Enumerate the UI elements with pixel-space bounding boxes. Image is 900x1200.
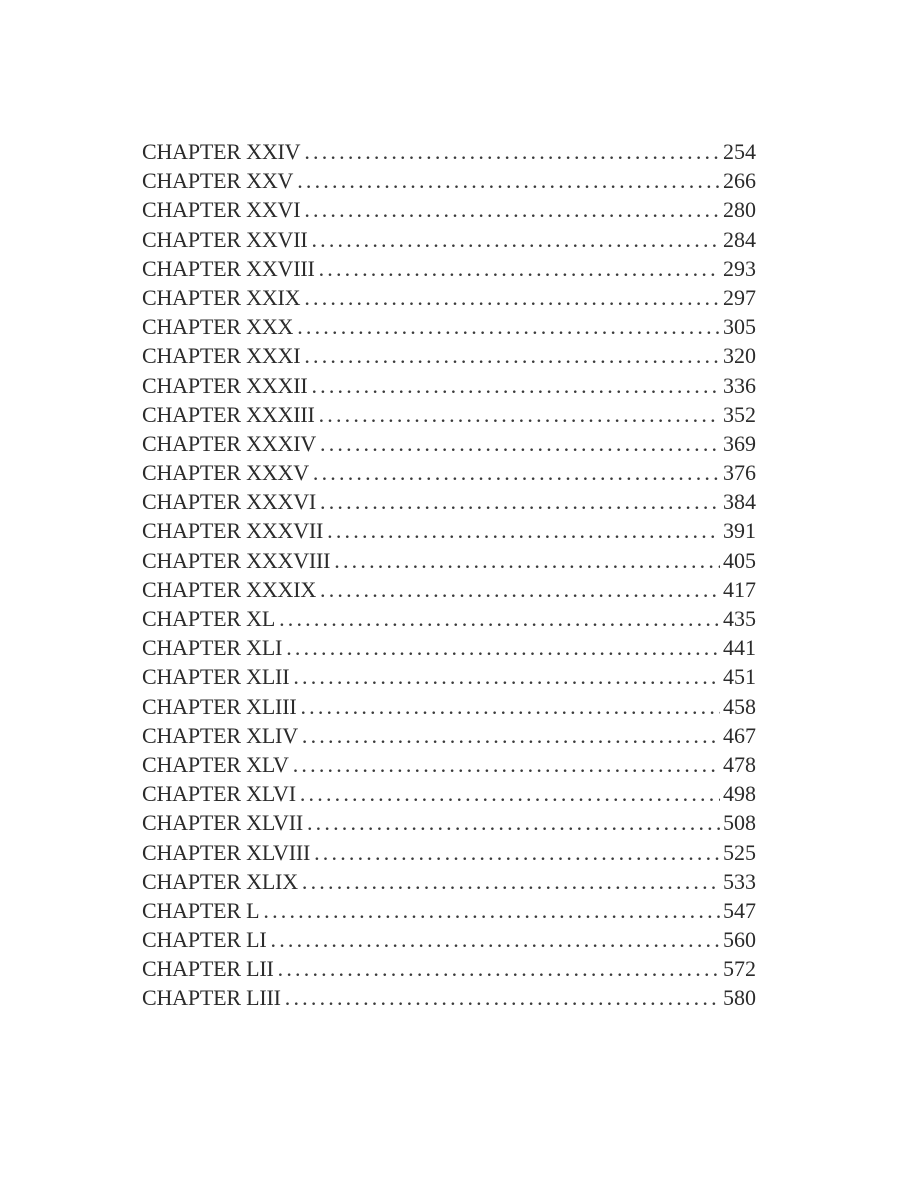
toc-entry-title: CHAPTER XLI	[142, 635, 283, 661]
toc-entry	[142, 577, 756, 606]
toc-entry-title: CHAPTER XXX	[142, 314, 294, 340]
toc-dot-leader	[311, 227, 720, 253]
toc-dot-leader	[314, 840, 720, 866]
toc-entry	[142, 343, 756, 372]
toc-dot-leader	[304, 343, 720, 369]
toc-dot-leader	[313, 460, 720, 486]
toc-entry-page-number: 284	[723, 226, 756, 252]
toc-entry	[142, 810, 756, 839]
toc-dot-leader	[293, 664, 720, 690]
toc-entry-page-number: 384	[723, 489, 756, 515]
toc-dot-leader	[300, 781, 720, 807]
toc-entry	[142, 664, 756, 693]
toc-entry-page-number: 405	[723, 547, 756, 573]
toc-entry-title: CHAPTER XLIV	[142, 722, 298, 748]
toc-entry-title: CHAPTER XXXVII	[142, 518, 324, 544]
toc-entry-page-number: 305	[723, 314, 756, 340]
toc-entry-title: CHAPTER XLVII	[142, 810, 303, 836]
toc-entry-page-number: 417	[723, 576, 756, 602]
toc-entry-title: CHAPTER XXXVI	[142, 489, 317, 515]
toc-entry-title: CHAPTER XLV	[142, 751, 289, 777]
toc-entry	[142, 168, 756, 197]
toc-dot-leader	[271, 927, 720, 953]
toc-entry-page-number: 352	[723, 401, 756, 427]
toc-entry	[142, 285, 756, 314]
toc-dot-leader	[300, 694, 720, 720]
toc-entry	[142, 548, 756, 577]
toc-entry	[142, 314, 756, 343]
toc-dot-leader	[311, 373, 720, 399]
toc-entry	[142, 869, 756, 898]
toc-entry-title: CHAPTER XXVII	[142, 226, 308, 252]
toc-dot-leader	[302, 869, 720, 895]
toc-entry-page-number: 376	[723, 460, 756, 486]
toc-entry-page-number: 525	[723, 839, 756, 865]
toc-entry-page-number: 280	[723, 197, 756, 223]
toc-entry-page-number: 369	[723, 430, 756, 456]
toc-dot-leader	[297, 168, 720, 194]
toc-entry	[142, 256, 756, 285]
table-of-contents	[142, 139, 756, 1015]
toc-dot-leader	[297, 314, 720, 340]
toc-dot-leader	[263, 898, 720, 924]
toc-entry	[142, 197, 756, 226]
toc-entry-page-number: 391	[723, 518, 756, 544]
toc-entry-title: CHAPTER XXIV	[142, 139, 301, 164]
toc-entry-title: CHAPTER XXVI	[142, 197, 301, 223]
toc-dot-leader	[285, 985, 720, 1011]
toc-entry-page-number: 547	[723, 897, 756, 923]
toc-entry-title: CHAPTER LII	[142, 956, 274, 982]
toc-entry	[142, 635, 756, 664]
toc-entry	[142, 985, 756, 1014]
toc-dot-leader	[286, 635, 720, 661]
toc-entry	[142, 460, 756, 489]
toc-entry-title: CHAPTER XXXVIII	[142, 547, 331, 573]
toc-entry-title: CHAPTER LIII	[142, 985, 281, 1011]
toc-entry-title: CHAPTER XXXIV	[142, 430, 317, 456]
toc-entry-title: CHAPTER XLIX	[142, 868, 298, 894]
toc-dot-leader	[302, 723, 720, 749]
toc-entry-page-number: 508	[723, 810, 756, 836]
toc-entry	[142, 489, 756, 518]
toc-entry	[142, 781, 756, 810]
toc-entry-page-number: 467	[723, 722, 756, 748]
toc-entry-page-number: 533	[723, 868, 756, 894]
toc-entry	[142, 431, 756, 460]
toc-entry-title: CHAPTER XXXI	[142, 343, 301, 369]
toc-entry	[142, 752, 756, 781]
toc-entry-page-number: 435	[723, 606, 756, 631]
toc-entry-title: CHAPTER L	[142, 897, 260, 923]
toc-entry-title: CHAPTER XXVIII	[142, 255, 315, 281]
toc-entry	[142, 927, 756, 956]
toc-dot-leader	[293, 752, 720, 778]
toc-entry-page-number: 293	[723, 255, 756, 281]
toc-entry-page-number: 498	[723, 781, 756, 807]
toc-entry-page-number: 266	[723, 168, 756, 194]
toc-entry-page-number: 441	[723, 635, 756, 661]
toc-entry-page-number: 451	[723, 664, 756, 690]
toc-entry-title: CHAPTER XXXII	[142, 372, 308, 398]
toc-entry	[142, 898, 756, 927]
toc-entry	[142, 373, 756, 402]
toc-entry-title: CHAPTER XLIII	[142, 693, 297, 719]
toc-dot-leader	[319, 256, 720, 282]
toc-entry-title: CHAPTER XLVIII	[142, 839, 311, 865]
toc-dot-leader	[327, 518, 720, 544]
toc-entry	[142, 139, 756, 168]
toc-entry	[142, 694, 756, 723]
toc-dot-leader	[320, 431, 720, 457]
toc-entry-page-number: 478	[723, 751, 756, 777]
toc-entry	[142, 956, 756, 985]
toc-entry	[142, 402, 756, 431]
toc-entry-page-number: 572	[723, 956, 756, 982]
toc-entry-title: CHAPTER XL	[142, 606, 276, 631]
toc-dot-leader	[334, 548, 720, 574]
toc-entry-page-number: 458	[723, 693, 756, 719]
toc-entry-title: CHAPTER XXXIII	[142, 401, 315, 427]
toc-dot-leader	[304, 139, 720, 165]
toc-dot-leader	[320, 489, 720, 515]
toc-entry	[142, 606, 756, 635]
toc-dot-leader	[320, 577, 720, 603]
toc-entry	[142, 227, 756, 256]
toc-entry-title: CHAPTER XLVI	[142, 781, 296, 807]
toc-dot-leader	[319, 402, 720, 428]
toc-entry-page-number: 580	[723, 985, 756, 1011]
toc-dot-leader	[304, 197, 720, 223]
toc-entry-page-number: 560	[723, 927, 756, 953]
toc-entry	[142, 518, 756, 547]
toc-dot-leader	[304, 285, 720, 311]
toc-entry-title: CHAPTER XXXV	[142, 460, 309, 486]
toc-entry-title: CHAPTER XXIX	[142, 284, 301, 310]
toc-dot-leader	[279, 606, 720, 632]
toc-entry-title: CHAPTER XXXIX	[142, 576, 317, 602]
toc-entry-page-number: 254	[723, 139, 756, 164]
toc-dot-leader	[278, 956, 720, 982]
toc-entry-title: CHAPTER LI	[142, 927, 267, 953]
toc-dot-leader	[307, 810, 720, 836]
toc-entry-page-number: 297	[723, 284, 756, 310]
toc-entry-title: CHAPTER XXV	[142, 168, 294, 194]
toc-entry	[142, 723, 756, 752]
toc-entry-title: CHAPTER XLII	[142, 664, 290, 690]
toc-entry	[142, 840, 756, 869]
toc-entry-page-number: 320	[723, 343, 756, 369]
toc-entry-page-number: 336	[723, 372, 756, 398]
